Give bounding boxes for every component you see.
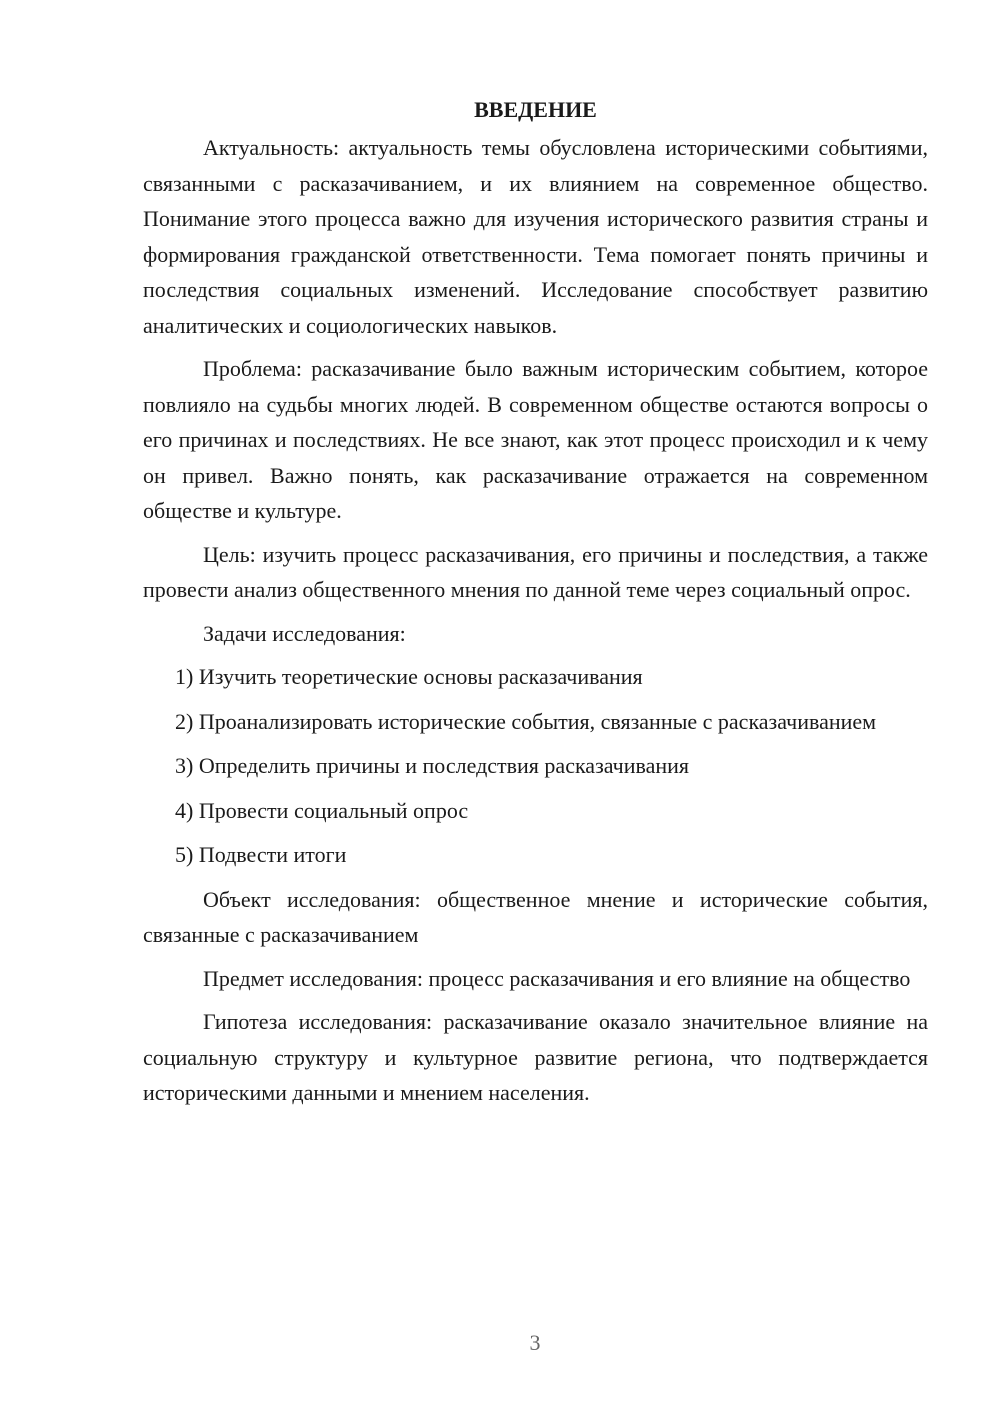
page-number: 3 xyxy=(529,1330,541,1355)
task-item: 3) Определить причины и последствия расказачивания xyxy=(175,753,690,778)
document-page xyxy=(143,92,928,1119)
section-title: ВВЕДЕНИЕ xyxy=(474,97,597,122)
task-item: 1) Изучить теоретические основы расказачивания xyxy=(175,664,643,689)
problem-paragraph: Проблема: расказачивание было важным историческим событием, которое повлияло на судьбы многих людей. В современном обществе остаются вопросы о его причинах и последствиях. Не все знают, как этот процесс происходил и к чему он привел. Важно понять, как расказачивание отражается на современном обществе и культуре. xyxy=(143,356,928,523)
relevance-paragraph: Актуальность: актуальность темы обусловлена историческими событиями, связанными с расказачиванием, и их влиянием на современное общество. Понимание этого процесса важно для изучения исторического развития страны и формирования гражданской ответственности. Тема помогает понять причины и последствия социальных изменений. Исследование способствует развитию аналитических и социологических навыков. xyxy=(143,135,928,338)
tasks-heading: Задачи исследования: xyxy=(203,620,406,646)
goal-paragraph: Цель: изучить процесс расказачивания, его причины и последствия, а также провести анализ общественного мнения по данной теме через социальный опрос. xyxy=(143,541,928,602)
subject-paragraph: Предмет исследования: процесс расказачивания и его влияние на общество xyxy=(203,965,911,991)
task-item: 2) Проанализировать исторические события, связанные с расказачиванием xyxy=(175,708,877,734)
object-paragraph: Объект исследования: общественное мнение и исторические события, связанные с расказачиванием xyxy=(143,886,928,947)
hypothesis-paragraph: Гипотеза исследования: расказачивание оказало значительное влияние на социальную структуру и культурное развитие региона, что подтверждается историческими данными и мнением населения. xyxy=(143,1009,928,1105)
task-item: 4) Провести социальный опрос xyxy=(175,797,469,823)
task-item: 5) Подвести итоги xyxy=(175,842,347,867)
